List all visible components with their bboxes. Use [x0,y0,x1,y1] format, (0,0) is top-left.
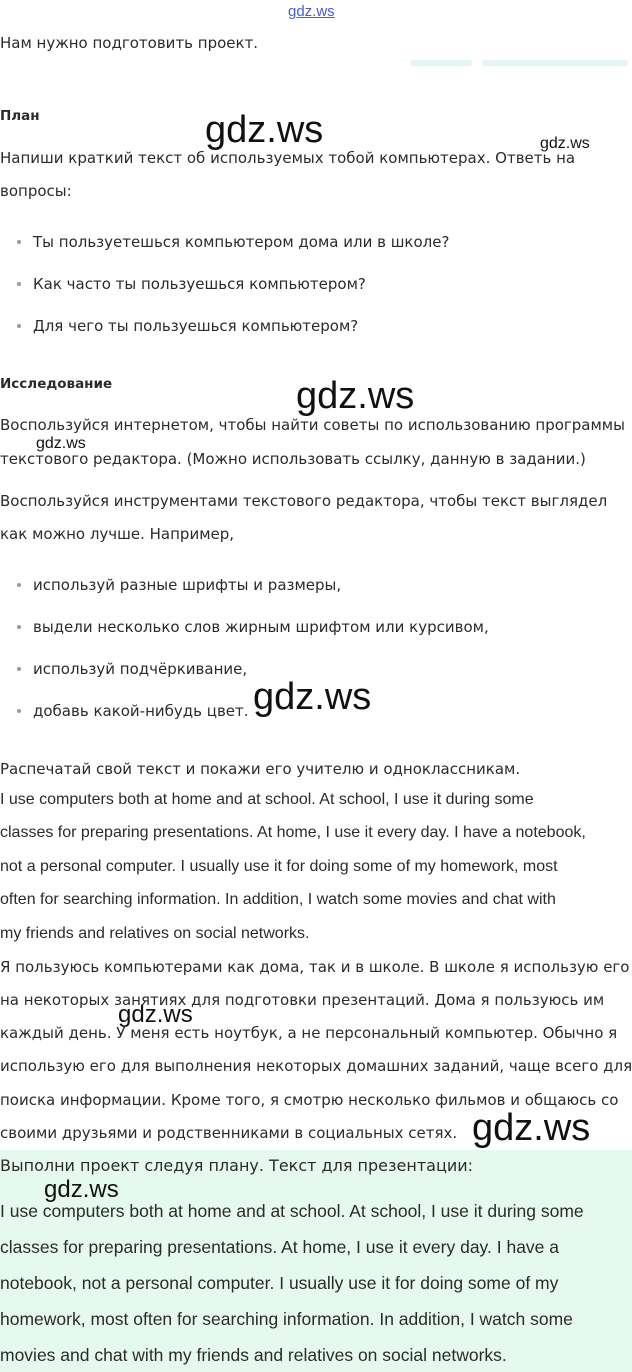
plan-bullet: Как часто ты пользуешься компьютером? [33,275,366,293]
english-answer-line: I use computers both at home and at school. At school, I use it during some [0,791,534,808]
bullet-dot [17,282,21,286]
watermark: gdz.ws [253,676,372,718]
translation-line: на некоторых занятиях для подготовки презентаций. Дома я пользуюсь им [0,991,605,1009]
decor-bar [410,60,472,66]
translation-line: Я пользуюсь компьютерами как дома, так и в школе. В школе я использую его [0,958,630,976]
bullet-dot [17,324,21,328]
presentation-line: classes for preparing presentations. At home, I use it every day. I have a [0,1237,560,1257]
intro-text: Нам нужно подготовить проект. [0,34,259,52]
watermark: gdz.ws [296,375,415,417]
research-line: как можно лучше. Например, [0,525,235,543]
research-bullet: добавь какой-нибудь цвет. [33,702,249,720]
watermark: gdz.ws [205,109,324,151]
presentation-line: I use computers both at home and at school. At school, I use it during some [0,1201,584,1221]
research-bullet: выдели несколько слов жирным шрифтом или курсивом, [33,618,489,636]
translation-line: своими друзьями и родственниками в социальных сетях. [0,1124,458,1142]
watermark: gdz.ws [118,1001,193,1028]
research-bullet: используй разные шрифты и размеры, [33,576,342,594]
research-line: текстового редактора. (Можно использовать ссылку, данную в задании.) [0,450,586,468]
watermark: gdz.ws [36,435,86,452]
bullet-dot [17,709,21,713]
watermark: gdz.ws [472,1107,591,1149]
bullet-dot [17,667,21,671]
translation-line: каждый день. У меня есть ноутбук, а не персональный компьютер. Обычно я [0,1024,618,1042]
watermark: gdz.ws [540,135,590,152]
print-instruction: Распечатай свой текст и покажи его учителю и одноклассникам. [0,760,521,778]
presentation-line: notebook, not a personal computer. I usually use it for doing some of my [0,1273,559,1293]
presentation-heading: Выполни проект следуя плану. Текст для презентации: [0,1156,474,1175]
bullet-dot [17,625,21,629]
plan-bullet: Ты пользуетешься компьютером дома или в школе? [33,233,450,251]
english-answer-line: often for searching information. In addition, I watch some movies and chat with [0,891,556,908]
translation-line: использую его для выполнения некоторых домашних заданий, чаще всего для [0,1057,632,1075]
bullet-dot [17,240,21,244]
plan-heading: План [0,108,40,124]
presentation-line: movies and chat with my friends and relatives on social networks. [0,1345,507,1365]
research-heading: Исследование [0,376,113,392]
english-answer-line: my friends and relatives on social networks. [0,925,310,942]
watermark-link-top[interactable]: gdz.ws [288,3,335,20]
research-bullet: используй подчёркивание, [33,660,248,678]
research-line: Воспользуйся инструментами текстового редактора, чтобы текст выглядел [0,492,608,510]
plan-line: вопросы: [0,182,72,200]
decor-bar [482,60,628,66]
english-answer-line: classes for preparing presentations. At home, I use it every day. I have a notebook, [0,824,586,841]
plan-bullet: Для чего ты пользуешься компьютером? [33,317,359,335]
watermark: gdz.ws [44,1176,119,1203]
plan-line: Напиши краткий текст об используемых тобой компьютерах. Ответь на [0,149,576,167]
english-answer-line: not a personal computer. I usually use it for doing some of my homework, most [0,858,558,875]
presentation-line: homework, most often for searching information. In addition, I watch some [0,1309,573,1329]
research-line: Воспользуйся интернетом, чтобы найти советы по использованию программы [0,416,625,434]
bullet-dot [17,583,21,587]
translation-line: поиска информации. Кроме того, я смотрю несколько фильмов и общаюсь со [0,1091,619,1109]
